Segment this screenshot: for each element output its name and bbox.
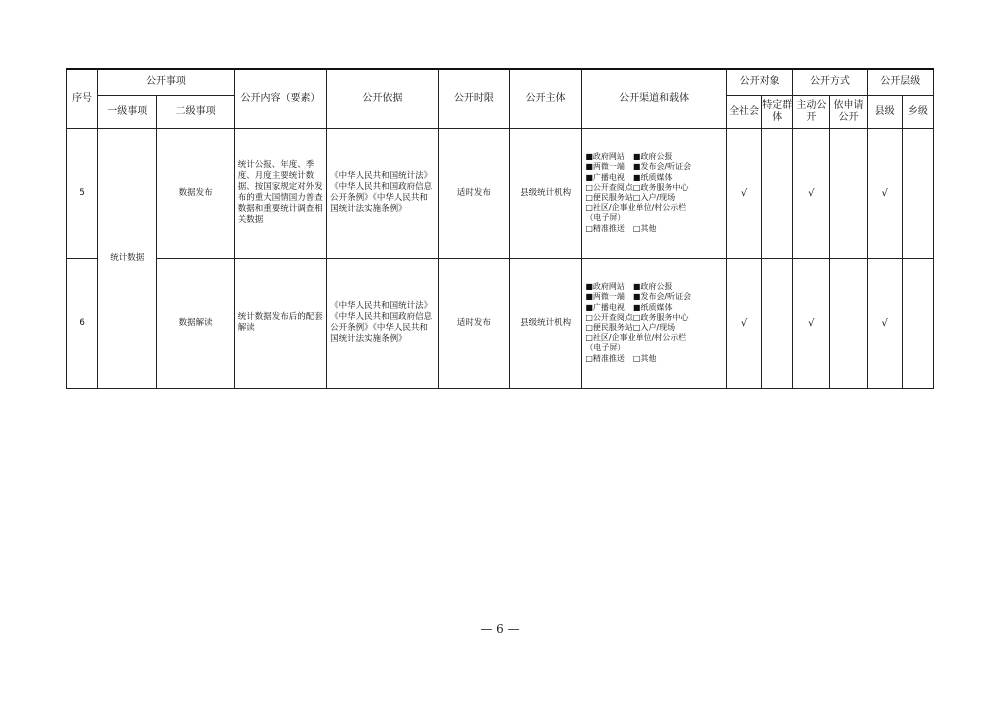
channel-line: ■广播电视 ■纸质媒体 <box>585 172 673 182</box>
header-method-active: 主动公开 <box>793 95 830 128</box>
channel-line: （电子屏） <box>585 213 626 223</box>
cell-target-specific <box>762 128 793 258</box>
cell-subject: 县级统计机构 <box>510 128 582 258</box>
cell-seq: 6 <box>67 258 98 388</box>
cell-method-active: √ <box>793 128 830 258</box>
channel-line: □公开查阅点□政务服务中心 <box>585 312 689 322</box>
table-row <box>67 258 934 388</box>
channel-line: □社区/企事业单位/村公示栏 <box>585 333 687 343</box>
cell-content: 统计公报、年度、季度、月度主要统计数据、按国家规定对外发布的重大国情国力普查数据和重要统计调查相关数据 <box>234 128 326 258</box>
header-seq: 序号 <box>67 69 98 128</box>
header-method-apply: 依申请公开 <box>830 95 867 128</box>
channel-line: ■政府网站 ■政府公报 <box>585 152 673 162</box>
cell-time-limit: 适时发布 <box>438 258 509 388</box>
cell-channel <box>582 128 727 258</box>
channel-line: □精准推送 □其他 <box>585 353 657 363</box>
cell-level2: 数据发布 <box>157 128 234 258</box>
header-method-group: 公开方式 <box>793 69 867 95</box>
cell-subject: 县级统计机构 <box>510 258 582 388</box>
cell-method-apply <box>830 258 867 388</box>
header-target-all: 全社会 <box>726 95 761 128</box>
channel-line: ■两微一端 ■发布会/听证会 <box>585 162 692 172</box>
header-target-group: 公开对象 <box>726 69 792 95</box>
table-row <box>67 128 934 258</box>
cell-channel <box>582 258 727 388</box>
cell-level-township <box>902 128 933 258</box>
cell-method-active: √ <box>793 258 830 388</box>
header-target-specific: 特定群体 <box>762 95 793 128</box>
cell-basis: 《中华人民共和国统计法》《中华人民共和国政府信息公开条例》《中华人民共和国统计法实施条例》 <box>327 258 439 388</box>
header-content: 公开内容（要素） <box>234 69 326 128</box>
cell-target-all: √ <box>726 128 761 258</box>
channel-line: ■政府网站 ■政府公报 <box>585 282 673 292</box>
cell-level-county: √ <box>867 258 902 388</box>
cell-basis: 《中华人民共和国统计法》《中华人民共和国政府信息公开条例》《中华人民共和国统计法实施条例》 <box>327 128 439 258</box>
cell-content: 统计数据发布后的配套解读 <box>234 258 326 388</box>
header-item-group: 公开事项 <box>98 69 235 95</box>
channel-line: □便民服务站□入户/现场 <box>585 323 676 332</box>
header-level-township: 乡级 <box>902 95 933 128</box>
channel-line: □社区/企事业单位/村公示栏 <box>585 203 687 213</box>
header-subject: 公开主体 <box>510 69 582 128</box>
cell-method-apply <box>830 128 867 258</box>
cell-seq: 5 <box>67 128 98 258</box>
cell-level2: 数据解读 <box>157 258 234 388</box>
header-time-limit: 公开时限 <box>438 69 509 128</box>
header-level1: 一级事项 <box>98 95 157 128</box>
header-basis: 公开依据 <box>327 69 439 128</box>
header-level-group: 公开层级 <box>867 69 933 95</box>
header-channel: 公开渠道和载体 <box>582 69 727 128</box>
header-level-county: 县级 <box>867 95 902 128</box>
cell-level-county: √ <box>867 128 902 258</box>
header-level2: 二级事项 <box>157 95 234 128</box>
cell-level-township <box>902 258 933 388</box>
cell-target-all: √ <box>726 258 761 388</box>
cell-level1: 统计数据 <box>98 128 157 388</box>
channel-line: （电子屏） <box>585 343 626 353</box>
channel-line: □便民服务站□入户/现场 <box>585 193 676 202</box>
cell-time-limit: 适时发布 <box>438 128 509 258</box>
channel-line: ■两微一端 ■发布会/听证会 <box>585 292 692 302</box>
page-number: — 6 — <box>480 622 520 636</box>
cell-target-specific <box>762 258 793 388</box>
channel-line: □精准推送 □其他 <box>585 223 657 233</box>
disclosure-table <box>66 68 934 389</box>
channel-line: ■广播电视 ■纸质媒体 <box>585 302 673 312</box>
channel-line: □公开查阅点□政务服务中心 <box>585 182 689 192</box>
